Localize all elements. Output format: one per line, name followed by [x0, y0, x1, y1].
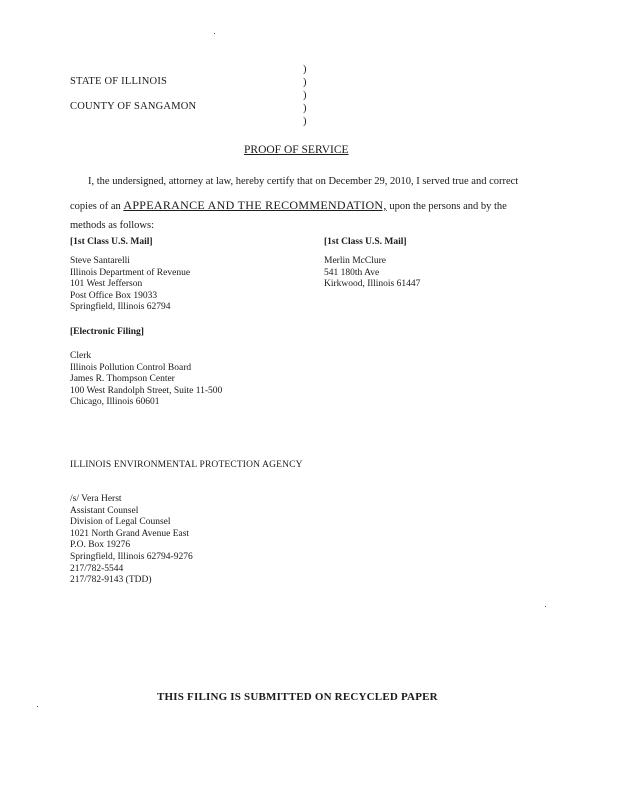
signature-line: 1021 North Grand Avenue East [70, 528, 190, 539]
caption-paren: ) [303, 103, 307, 114]
signature-line: 217/782-5544 [70, 563, 124, 574]
address-line: Clerk [70, 351, 92, 361]
efiling-method: [Electronic Filing] [70, 327, 144, 337]
served-document-name: APPEARANCE AND THE RECOMMENDATION, [123, 198, 387, 212]
certify-line-1: I, the undersigned, attorney at law, hereby certify that on December 29, 2010, I served true and correct [88, 176, 519, 187]
left-service-method: [1st Class U.S. Mail] [70, 237, 153, 247]
recycled-paper-notice: THIS FILING IS SUBMITTED ON RECYCLED PAPER [157, 691, 438, 703]
caption-paren: ) [303, 116, 307, 127]
address-line: 101 West Jefferson [70, 279, 143, 290]
address-line: 100 West Randolph Street, Suite 11-500 [70, 385, 223, 396]
address-line: Steve Santarelli [70, 256, 130, 266]
certify-line-2 [70, 199, 507, 213]
signature-line: 217/782-9143 (TDD) [70, 575, 152, 586]
signature-block [70, 494, 193, 587]
scan-speck [214, 33, 215, 34]
signature-line: /s/ Vera Herst [70, 494, 122, 504]
address-line: Illinois Department of Revenue [70, 267, 191, 278]
address-line: Illinois Pollution Control Board [70, 362, 192, 373]
signature-line: Assistant Counsel [70, 505, 139, 516]
address-line: Post Office Box 19033 [70, 290, 158, 301]
recipient-address-clerk [70, 351, 222, 409]
caption-paren: ) [303, 64, 307, 75]
agency-name: ILLINOIS ENVIRONMENTAL PROTECTION AGENCY [70, 460, 303, 470]
scan-speck [545, 606, 546, 607]
address-line: Merlin McClure [324, 256, 387, 266]
caption-county: COUNTY OF SANGAMON [70, 101, 197, 112]
right-service-method: [1st Class U.S. Mail] [324, 237, 407, 247]
document-title: PROOF OF SERVICE [244, 144, 349, 156]
recipient-address-revenue [70, 256, 190, 314]
address-line: Kirkwood, Illinois 61447 [324, 279, 421, 290]
certify-line-2-pre: copies of an [70, 201, 124, 212]
scan-speck [37, 706, 38, 707]
address-line: Springfield, Illinois 62794 [70, 302, 171, 313]
address-line: James R. Thompson Center [70, 374, 175, 385]
address-line: 541 180th Ave [324, 267, 380, 278]
caption-paren: ) [303, 77, 307, 88]
signature-line: P.O. Box 19276 [70, 540, 131, 551]
signature-line: Springfield, Illinois 62794-9276 [70, 551, 193, 562]
recipient-address-mcclure [324, 256, 420, 291]
caption-state: STATE OF ILLINOIS [70, 76, 168, 87]
certify-line-2-post: upon the persons and by the [386, 201, 507, 212]
caption-paren: ) [303, 90, 307, 101]
signature-line: Division of Legal Counsel [70, 517, 171, 528]
address-line: Chicago, Illinois 60601 [70, 397, 160, 408]
certify-line-3: methods as follows: [70, 220, 154, 231]
